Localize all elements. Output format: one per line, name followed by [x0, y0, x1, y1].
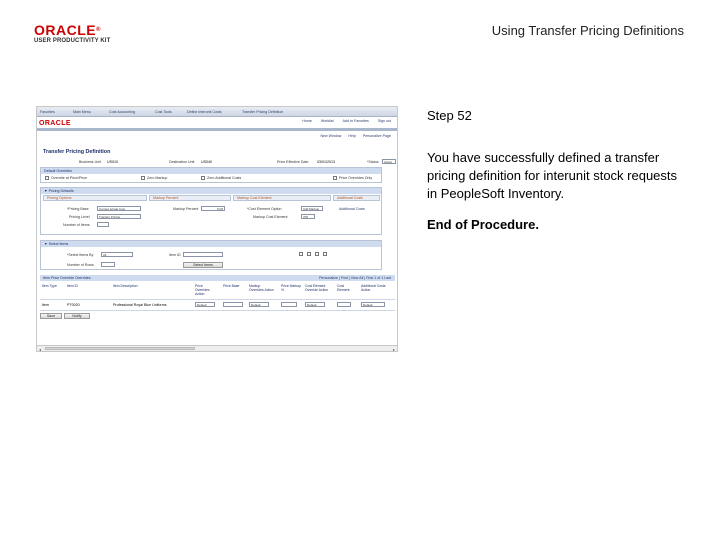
item-prompt-4-icon[interactable]: [323, 252, 327, 256]
destination-unit-label: Destination Unit: [169, 160, 195, 164]
price-effective-date-label: Price Effective Date: [277, 160, 309, 164]
row-price-markup[interactable]: [281, 302, 297, 307]
row-price-overrides-action[interactable]: Default: [195, 302, 215, 307]
nav-divider: [37, 128, 397, 131]
default-overrides-section: [40, 167, 382, 183]
application-screenshot: [36, 106, 398, 352]
grid-divider: [40, 299, 395, 300]
pricing-options-header: Pricing Options: [43, 195, 147, 201]
menu-cost-accounting[interactable]: Cost Accounting: [109, 110, 135, 114]
markup-percent-header: Markup Percent: [149, 195, 231, 201]
link-new-window[interactable]: New Window: [320, 134, 342, 138]
select-items-button[interactable]: Select Items: [183, 262, 223, 268]
grid-title: Item Price Override Overrides: [43, 276, 91, 280]
row-description: Professional Royal Blue Uniforms: [113, 303, 167, 307]
col-item-type: Item Type: [42, 284, 57, 288]
menu-main-menu[interactable]: Main Menu: [73, 110, 91, 114]
grid-nav-links[interactable]: Personalize | Find | View All | First 1 of 1 Last: [319, 276, 391, 280]
row-markup-overrides-action[interactable]: Default: [249, 302, 269, 307]
markup-pct-label: Markup Percent: [173, 207, 199, 211]
scroll-left-icon[interactable]: ◂: [39, 347, 42, 352]
item-prompt-1-icon[interactable]: [299, 252, 303, 256]
top-links: [294, 119, 391, 123]
col-price-base: Price Base: [223, 284, 240, 288]
link-home[interactable]: Home: [302, 119, 312, 123]
horizontal-scrollbar[interactable]: [37, 345, 397, 351]
item-prompt-2-icon[interactable]: [307, 252, 311, 256]
col-additional-costs-action: Additional Costs Action: [361, 284, 386, 292]
menu-favorites[interactable]: Favorites: [40, 110, 55, 114]
number-of-items-input[interactable]: [97, 222, 109, 227]
item-prompt-3-icon[interactable]: [315, 252, 319, 256]
notify-button[interactable]: Notify: [64, 313, 90, 319]
additional-costs-link[interactable]: Additional Costs: [339, 207, 365, 211]
oracle-mini-logo: ORACLE: [39, 120, 71, 127]
pricing-base-label: *Pricing Base: [67, 207, 89, 211]
menu-transfer-pricing-definition[interactable]: Transfer Pricing Definition: [242, 110, 284, 114]
row-item-id: PT0020: [67, 303, 80, 307]
number-of-rows-input[interactable]: [101, 262, 115, 267]
col-item-id: Item ID: [67, 284, 78, 288]
select-items-by-label: *Select Items By: [67, 253, 94, 257]
page-links: [314, 134, 391, 138]
col-cost-element-override-action: Cost Element Override Action: [305, 284, 329, 292]
item-id-label: Item ID: [169, 253, 181, 257]
markup-cost-element-input[interactable]: 700: [301, 214, 315, 219]
pricing-base-select[interactable]: Current Actual Cost: [97, 206, 141, 211]
override-price-label: Override at Price/Price: [51, 176, 88, 180]
link-help[interactable]: Help: [348, 134, 356, 138]
menu-define-interunit-costs[interactable]: Define Interunit Costs: [187, 110, 222, 114]
step-description: You have successfully defined a transfer pricing definition for interunit stock requests in PeopleSoft Inventory.: [427, 150, 678, 201]
row-additional-costs-action[interactable]: Default: [361, 302, 385, 307]
link-worklist[interactable]: Worklist: [320, 119, 334, 123]
collapse-arrow-icon[interactable]: ▼: [44, 189, 49, 193]
price-overrides-only-checkbox[interactable]: [333, 176, 337, 180]
logo-wordmark: ORACLE®: [34, 22, 102, 38]
oracle-upk-logo: [34, 24, 124, 48]
cost-element-option-select[interactable]: Add Markup: [301, 206, 323, 211]
zero-additional-costs-label: Zero Additional Costs: [207, 176, 242, 180]
page-title: Transfer Pricing Definition: [43, 149, 111, 155]
scroll-right-icon[interactable]: ▸: [392, 347, 395, 352]
step-number: Step 52: [427, 108, 472, 123]
collapse-arrow-icon[interactable]: ▼: [44, 242, 49, 246]
pricing-level-label: Pricing Level: [69, 215, 90, 219]
additional-costs-header: Additional Costs: [333, 195, 380, 201]
destination-unit-value: US040: [201, 160, 212, 164]
col-markup-overrides-action: Markup Overrides Action: [249, 284, 274, 292]
row-cost-element[interactable]: [337, 302, 351, 307]
item-id-input[interactable]: [183, 252, 223, 257]
select-items-by-select[interactable]: All: [101, 252, 133, 257]
number-of-items-label: Number of Items: [63, 223, 90, 227]
logo-subtitle: USER PRODUCTIVITY KIT: [34, 38, 111, 44]
cost-element-option-label: *Cost Element Option: [247, 207, 282, 211]
link-sign-out[interactable]: Sign out: [377, 119, 391, 123]
business-unit-label: Business Unit: [79, 160, 101, 164]
save-button[interactable]: Save: [40, 313, 62, 319]
markup-cost-element-header: Markup Cost Element: [233, 195, 331, 201]
link-personalize-page[interactable]: Personalize Page: [362, 134, 391, 138]
default-overrides-header: Default Overrides: [41, 168, 381, 174]
document-title: Using Transfer Pricing Definitions: [491, 23, 684, 38]
breadcrumb-menu: [37, 107, 397, 117]
zero-markup-label: Zero Markup: [147, 176, 168, 180]
business-unit-value: US010: [107, 160, 118, 164]
number-of-rows-label: Number of Rows: [67, 263, 94, 267]
col-price-overrides-action: Price Overrides Action: [195, 284, 210, 296]
status-select[interactable]: Active: [382, 159, 396, 164]
pricing-defaults-header: ▼ Pricing Defaults: [41, 188, 381, 194]
status-label: *Status: [367, 160, 379, 164]
select-items-header: ▼ Select Items: [41, 241, 381, 247]
markup-cost-element-label: Markup Cost Element: [253, 215, 288, 219]
pricing-level-select[interactable]: Transfer Pricing: [97, 214, 141, 219]
zero-markup-checkbox[interactable]: [141, 176, 145, 180]
row-price-base[interactable]: [223, 302, 243, 307]
col-cost-element: Cost Element: [337, 284, 350, 292]
grid-header: [40, 275, 395, 281]
price-overrides-only-label: Price Overrides Only: [339, 176, 373, 180]
grid-row-divider: [40, 310, 395, 311]
end-of-procedure: End of Procedure.: [427, 217, 539, 232]
markup-pct-input[interactable]: 5.00: [201, 206, 225, 211]
col-price-markup: Price Markup %: [281, 284, 301, 292]
price-effective-date-value: 03/01/2013: [317, 160, 335, 164]
override-price-checkbox[interactable]: [45, 176, 49, 180]
row-item-type: Item: [42, 303, 49, 307]
menu-cost-tools[interactable]: Cost Tools: [155, 110, 172, 114]
row-cost-element-override-action[interactable]: Default: [305, 302, 325, 307]
zero-additional-costs-checkbox[interactable]: [201, 176, 205, 180]
col-description: Item Description: [113, 284, 138, 288]
scrollbar-thumb[interactable]: [45, 347, 195, 350]
link-add-favorites[interactable]: Add to Favorites: [342, 119, 369, 123]
